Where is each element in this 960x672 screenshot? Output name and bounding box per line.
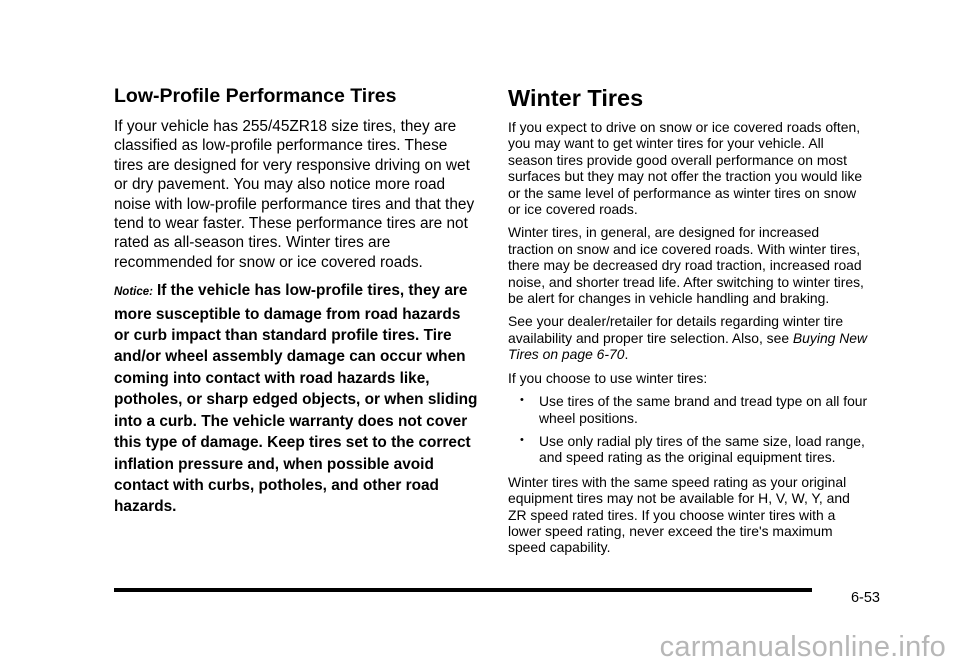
watermark: carmanualsonline.info bbox=[659, 631, 946, 663]
list-item bbox=[508, 393, 868, 426]
section-title-winter-tires: Winter Tires bbox=[508, 85, 644, 111]
winter-para-1: If you expect to drive on snow or ice covered roads often, you may want to get winter tires for your vehicle. All season tires provide good overall performance on most surfaces but they may not offer the traction you would like or the same level of performance as winter tires on snow or ice covered roads. bbox=[508, 119, 863, 218]
left-column bbox=[114, 84, 480, 518]
footer-rule bbox=[114, 588, 812, 592]
winter-para-2: Winter tires, in general, are designed for increased traction on snow and ice covered roads. With winter tires, there may be decreased dry road traction, increased road noise, and shorter tread life. After switching to winter tires, be alert for changes in vehicle handling and braking. bbox=[508, 224, 864, 307]
bullet-text: Use tires of the same brand and tread type on all four wheel positions. bbox=[539, 393, 868, 426]
winter-para-5: Winter tires with the same speed rating as your original equipment tires may not be available for H, V, W, Y, and ZR speed rated tires. If you choose winter tires with a lower speed rating, never exceed the tire's maximum speed capability. bbox=[508, 473, 850, 556]
page-number: 6-53 bbox=[850, 590, 880, 606]
bullet-icon: • bbox=[520, 433, 524, 446]
low-profile-body: If your vehicle has 255/45ZR18 size tires, they are classified as low-profile performance tires. These tires are designed for very responsive driving on wet or dry pavement. You may also notice more road noise with low-profile performance tires and that they tend to wear faster. These performance tires are not rated as all-season tires. Winter tires are recommended for snow or ice covered roads. bbox=[114, 118, 475, 271]
buying-new-tires-reference[interactable]: Buying New Tires on page 6-70 bbox=[508, 329, 868, 363]
bullet-text: Use only radial ply tires of the same size, load range, and speed rating as the original equipment tires. bbox=[539, 432, 865, 466]
notice-paragraph bbox=[114, 280, 480, 517]
bullet-icon: • bbox=[520, 394, 524, 407]
winter-para-3-text: See your dealer/retailer for details regarding winter tire availability and proper tire selection. Also, see bbox=[508, 313, 844, 346]
winter-para-3-end: . bbox=[624, 346, 629, 363]
right-column bbox=[508, 84, 868, 563]
winter-para-3 bbox=[508, 313, 868, 362]
winter-tires-body bbox=[508, 119, 868, 556]
section-title-low-profile: Low-Profile Performance Tires bbox=[114, 85, 397, 107]
notice-label: Notice: bbox=[114, 286, 153, 299]
winter-para-4: If you choose to use winter tires: bbox=[508, 369, 708, 386]
list-item bbox=[508, 433, 868, 466]
winter-tire-bullet-list bbox=[508, 393, 868, 466]
notice-text: If the vehicle has low-profile tires, they are more susceptible to damage from road hazards or curb impact than standard profile tires. Tire and/or wheel assembly damage can occur when coming into contact with road hazards like, potholes, or sharp edged objects, or when sliding into a curb. The vehicle warranty does not cover this type of damage. Keep tires set to the correct inflation pressure and, when possible avoid contact with curbs, potholes, and other road hazards. bbox=[114, 282, 478, 516]
